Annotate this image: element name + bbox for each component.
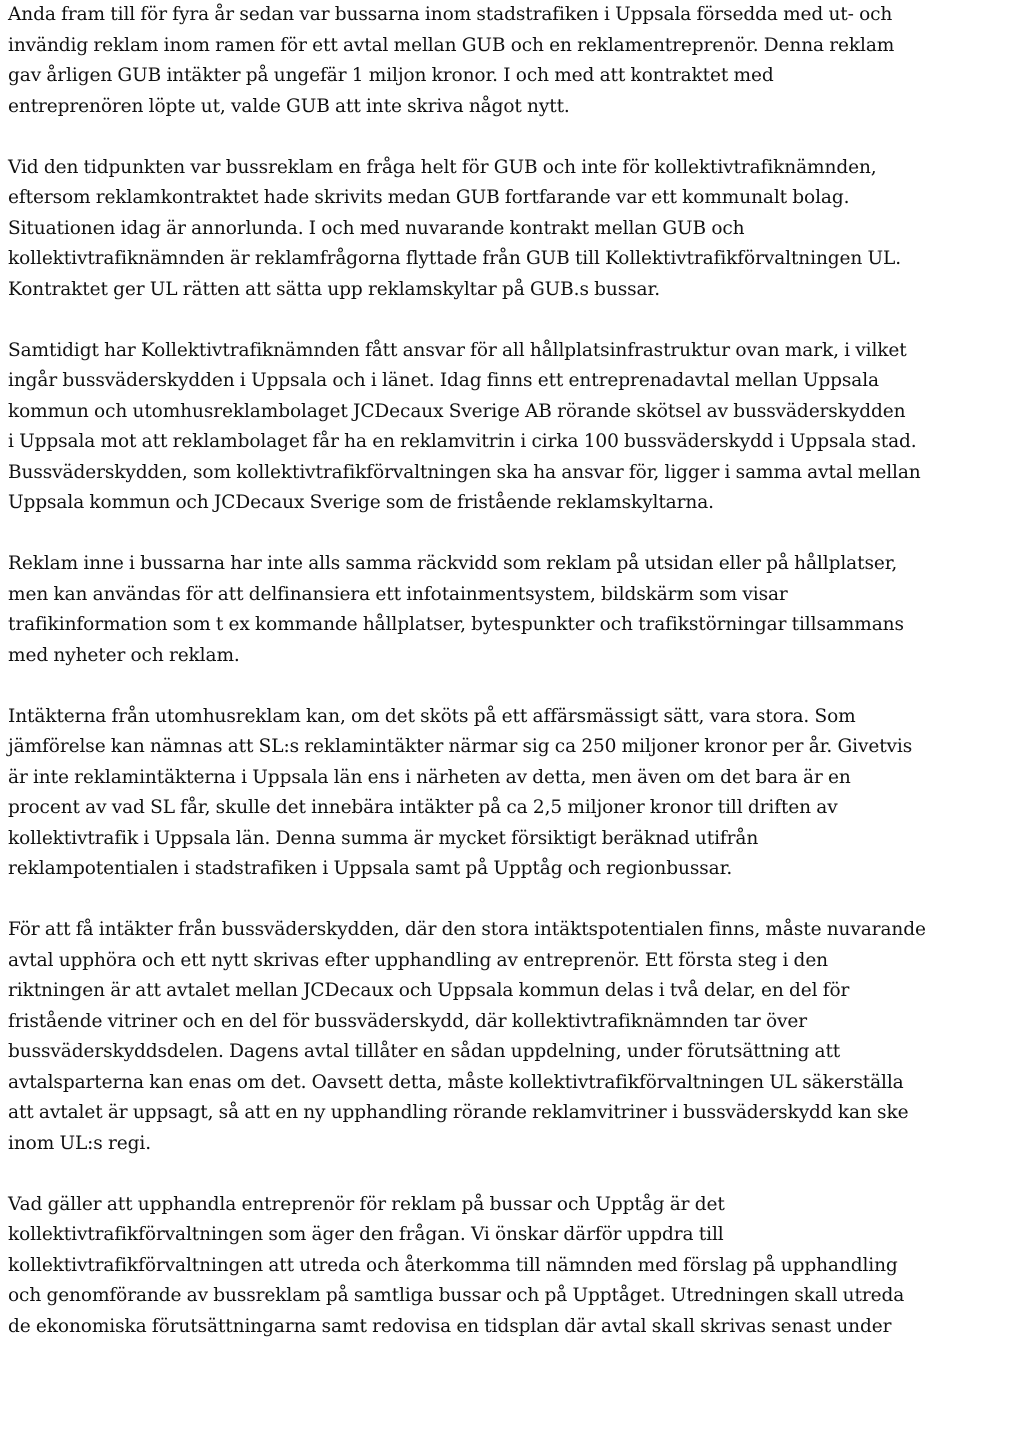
text-line: invändig reklam inom ramen för ett avtal mellan GUB och en reklamentreprenör. Denna reklam — [8, 34, 895, 56]
text-line: i Uppsala mot att reklambolaget får ha en reklamvitrin i cirka 100 bussväderskydd i Uppsala stad. — [8, 431, 917, 452]
document-page — [8, 0, 1024, 1342]
text-line: Vad gäller att upphandla entreprenör för reklam på bussar och Upptåg är det — [8, 1193, 725, 1215]
text-line: Bussväderskydden, som kollektivtrafikförvaltningen ska ha ansvar för, ligger i samma avtal mellan — [8, 461, 921, 483]
paragraph-gap — [8, 671, 1024, 702]
paragraph-gap — [8, 885, 1024, 916]
text-line: bussväderskyddsdelen. Dagens avtal tillåter en sådan uppdelning, under förutsättning att — [8, 1041, 841, 1062]
text-line: För att få intäkter från bussväderskydden, där den stora intäktspotentialen finns, måste nuvarande — [8, 919, 926, 940]
paragraph-bus-shelters — [8, 336, 1024, 519]
text-line: kollektivtrafikförvaltningen som äger den frågan. Vi önskar därför uppdra till — [8, 1224, 724, 1245]
text-line: entreprenören löpte ut, valde GUB att inte skriva något nytt. — [8, 95, 570, 117]
text-line: avtalsparterna kan enas om det. Oavsett detta, måste kollektivtrafikförvaltningen UL säkerställa — [8, 1071, 904, 1093]
text-line: eftersom reklamkontraktet hade skrivits medan GUB fortfarande var ett kommunalt bolag. — [8, 187, 850, 208]
text-line: med nyheter och reklam. — [8, 644, 240, 666]
text-line: inom UL:s regi. — [8, 1132, 151, 1154]
paragraph-gap — [8, 1159, 1024, 1190]
paragraph-contract-situation — [8, 153, 1024, 306]
text-line: procent av vad SL får, skulle det innebära intäkter på ca 2,5 miljoner kronor till driften av — [8, 797, 838, 818]
paragraph-gap — [8, 519, 1024, 550]
text-line: är inte reklamintäkterna i Uppsala län ens i närheten av detta, men även om det bara är en — [8, 766, 851, 788]
text-line: Uppsala kommun och JCDecaux Sverige som de fristående reklamskyltarna. — [8, 492, 714, 513]
text-line: Situationen idag är annorlunda. I och med nuvarande kontrakt mellan GUB och — [8, 217, 745, 239]
paragraph-gap — [8, 122, 1024, 153]
paragraph-shelter-contract — [8, 915, 1024, 1159]
text-line: och genomförande av bussreklam på samtliga bussar och på Upptåget. Utredningen skall utreda — [8, 1285, 905, 1306]
text-line: att avtalet är uppsagt, så att en ny upphandling rörande reklamvitriner i bussväderskydd kan ske — [8, 1102, 909, 1123]
text-line: gav årligen GUB intäkter på ungefär 1 miljon kronor. I och med att kontraktet med — [8, 65, 774, 86]
text-line: Vid den tidpunkten var bussreklam en fråga helt för GUB och inte för kollektivtrafiknämnden, — [8, 156, 877, 178]
text-line: Reklam inne i bussarna har inte alls samma räckvidd som reklam på utsidan eller på hållplatser, — [8, 553, 898, 574]
text-line: trafikinformation som t ex kommande hållplatser, bytespunkter och trafikstörningar tillsammans — [8, 614, 904, 635]
text-line: de ekonomiska förutsättningarna samt redovisa en tidsplan där avtal skall skrivas senast under — [8, 1315, 892, 1337]
text-line: fristående vitriner och en del för bussväderskydd, där kollektivtrafiknämnden tar över — [8, 1010, 808, 1032]
paragraph-gap — [8, 305, 1024, 336]
text-line: jämförelse kan nämnas att SL:s reklamintäkter närmar sig ca 250 miljoner kronor per år. Givetvis — [8, 736, 913, 757]
text-line: kollektivtrafiknämnden är reklamfrågorna flyttade från GUB till Kollektivtrafikförvaltningen UL. — [8, 248, 902, 269]
paragraph-procurement-proposal — [8, 1190, 1024, 1343]
text-line: kollektivtrafik i Uppsala län. Denna summa är mycket försiktigt beräknad utifrån — [8, 827, 759, 849]
text-line: Anda fram till för fyra år sedan var bussarna inom stadstrafiken i Uppsala försedda med ut- och — [8, 4, 893, 25]
text-line: kommun och utomhusreklambolaget JCDecaux Sverige AB rörande skötsel av bussväderskydden — [8, 400, 906, 422]
text-line: Samtidigt har Kollektivtrafiknämnden fått ansvar för all hållplatsinfrastruktur ovan mark, i vilket — [8, 339, 907, 361]
text-line: Kontraktet ger UL rätten att sätta upp reklamskyltar på GUB.s bussar. — [8, 278, 661, 300]
text-line: kollektivtrafikförvaltningen att utreda och återkomma till nämnden med förslag på upphandling — [8, 1254, 898, 1276]
text-line: avtal upphöra och ett nytt skrivas efter upphandling av entreprenör. Ett första steg i den — [8, 949, 829, 971]
text-line: riktningen är att avtalet mellan JCDecaux och Uppsala kommun delas i två delar, en del för — [8, 980, 850, 1001]
text-line: Intäkterna från utomhusreklam kan, om det sköts på ett affärsmässigt sätt, vara stora. Som — [8, 705, 856, 727]
text-line: ingår bussväderskydden i Uppsala och i länet. Idag finns ett entreprenadavtal mellan Uppsala — [8, 370, 879, 391]
paragraph-bus-advertising-history — [8, 0, 1024, 122]
paragraph-revenue-estimate — [8, 702, 1024, 885]
text-line: reklampotentialen i stadstrafiken i Uppsala samt på Upptåg och regionbussar. — [8, 858, 733, 879]
text-line: men kan användas för att delfinansiera ett infotainmentsystem, bildskärm som visar — [8, 583, 788, 605]
paragraph-interior-advertising — [8, 549, 1024, 671]
